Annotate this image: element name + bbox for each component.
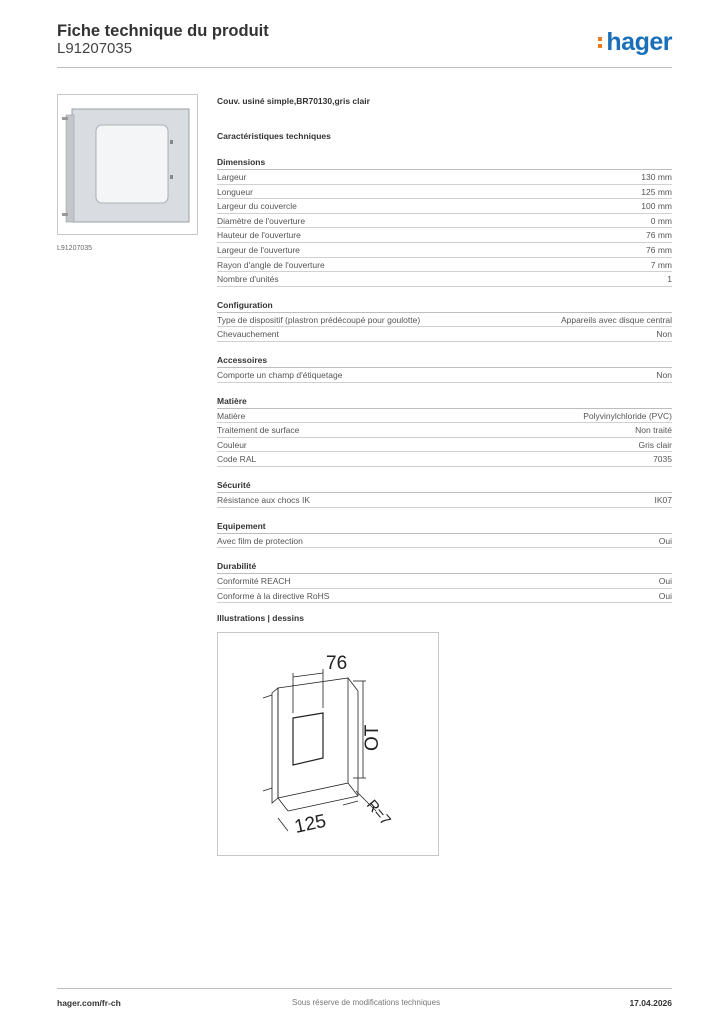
spec-label: Nombre d'unités [217,274,279,285]
spec-row [217,185,672,200]
spec-value: 125 mm [641,186,672,197]
spec-value: Non [656,329,672,340]
footer-notice: Sous réserve de modifications techniques [292,998,441,1007]
spec-row [217,368,672,383]
page-title: Fiche technique du produit [57,22,269,40]
spec-section [217,520,672,549]
section-title: Accessoires [217,354,672,368]
spec-section [217,479,672,508]
spec-value: Oui [658,576,672,587]
spec-label: Largeur du couvercle [217,201,297,212]
spec-row [217,534,672,549]
cover-plate-icon [58,95,197,234]
header-divider [57,67,672,68]
thumbnail-caption: L91207035 [57,245,93,252]
spec-value: 7 mm [650,259,672,270]
spec-label: Matière [217,410,246,421]
spec-row [217,327,672,342]
spec-value: Appareils avec disque central [560,314,672,325]
spec-row [217,214,672,229]
dim-radius-label: R=7 [362,796,394,829]
spec-section [217,156,672,287]
hager-logo [606,28,672,57]
logo-text: hager [606,28,672,56]
spec-section [217,560,672,603]
spec-row [217,170,672,185]
spec-row [217,589,672,604]
spec-sections [217,156,672,603]
spec-section [217,354,672,383]
spec-row [217,438,672,453]
section-title: Durabilité [217,560,672,574]
dimension-drawing-icon [218,633,438,855]
product-title: Couv. usiné simple,BR70130,gris clair [217,96,370,106]
illustrations-title: Illustrations | dessins [217,613,304,623]
spec-value: 7035 [653,454,672,465]
spec-value: Oui [658,590,672,601]
spec-value: 0 mm [650,215,672,226]
spec-value: 76 mm [646,230,672,241]
spec-label: Largeur [217,172,247,182]
spec-label: Conforme à la directive RoHS [217,590,330,601]
spec-section [217,299,672,342]
dim-length-label: 125 [292,810,329,838]
dim-width-label: 76 [326,653,348,674]
spec-value: Oui [658,535,672,546]
spec-value: 100 mm [641,201,672,212]
spec-label: Code RAL [217,454,257,465]
spec-label: Conformité REACH [217,576,291,587]
footer-divider [57,988,672,989]
dim-height-label: OT [362,724,383,751]
section-title: Sécurité [217,479,672,493]
footer-website-link[interactable]: hager.com/fr-ch [57,998,121,1008]
spec-row [217,493,672,508]
spec-section [217,395,672,467]
spec-label: Largeur de l'ouverture [217,244,300,255]
footer-date: 17.04.2026 [629,998,672,1008]
spec-label: Résistance aux chocs IK [217,494,311,505]
spec-label: Traitement de surface [217,425,300,436]
spec-row [217,272,672,287]
spec-label: Avec film de protection [217,535,303,546]
section-title: Equipement [217,520,672,534]
spec-value: Non [656,369,672,380]
spec-row [217,313,672,328]
spec-label: Chevauchement [217,329,279,340]
characteristics-title: Caractéristiques techniques [217,131,331,141]
spec-value: 1 [667,274,672,285]
section-title: Configuration [217,299,672,313]
spec-label: Rayon d'angle de l'ouverture [217,259,325,270]
spec-row [217,258,672,273]
product-reference: L91207035 [57,40,133,57]
spec-value: Non traité [635,425,672,436]
spec-row [217,574,672,589]
spec-row [217,452,672,467]
spec-value: 76 mm [646,244,672,255]
spec-label: Diamètre de l'ouverture [217,215,306,226]
spec-row [217,423,672,438]
characteristics-content [217,96,672,603]
spec-label: Comporte un champ d'étiquetage [217,369,343,380]
spec-value: 130 mm [641,172,672,182]
spec-label: Hauteur de l'ouverture [217,230,301,241]
spec-value: Gris clair [638,439,672,450]
logo-dots-icon [598,37,603,51]
section-title: Dimensions [217,156,672,170]
spec-value: Polyvinylchloride (PVC) [583,410,672,421]
spec-row [217,199,672,214]
spec-label: Couleur [217,439,247,450]
spec-value: IK07 [654,494,672,505]
technical-drawing [217,632,439,856]
spec-row [217,243,672,258]
spec-label: Longueur [217,186,253,197]
spec-row [217,409,672,424]
product-thumbnail [57,94,198,235]
spec-label: Type de dispositif (plastron prédécoupé pour goulotte) [217,314,421,325]
section-title: Matière [217,395,672,409]
spec-row [217,228,672,243]
